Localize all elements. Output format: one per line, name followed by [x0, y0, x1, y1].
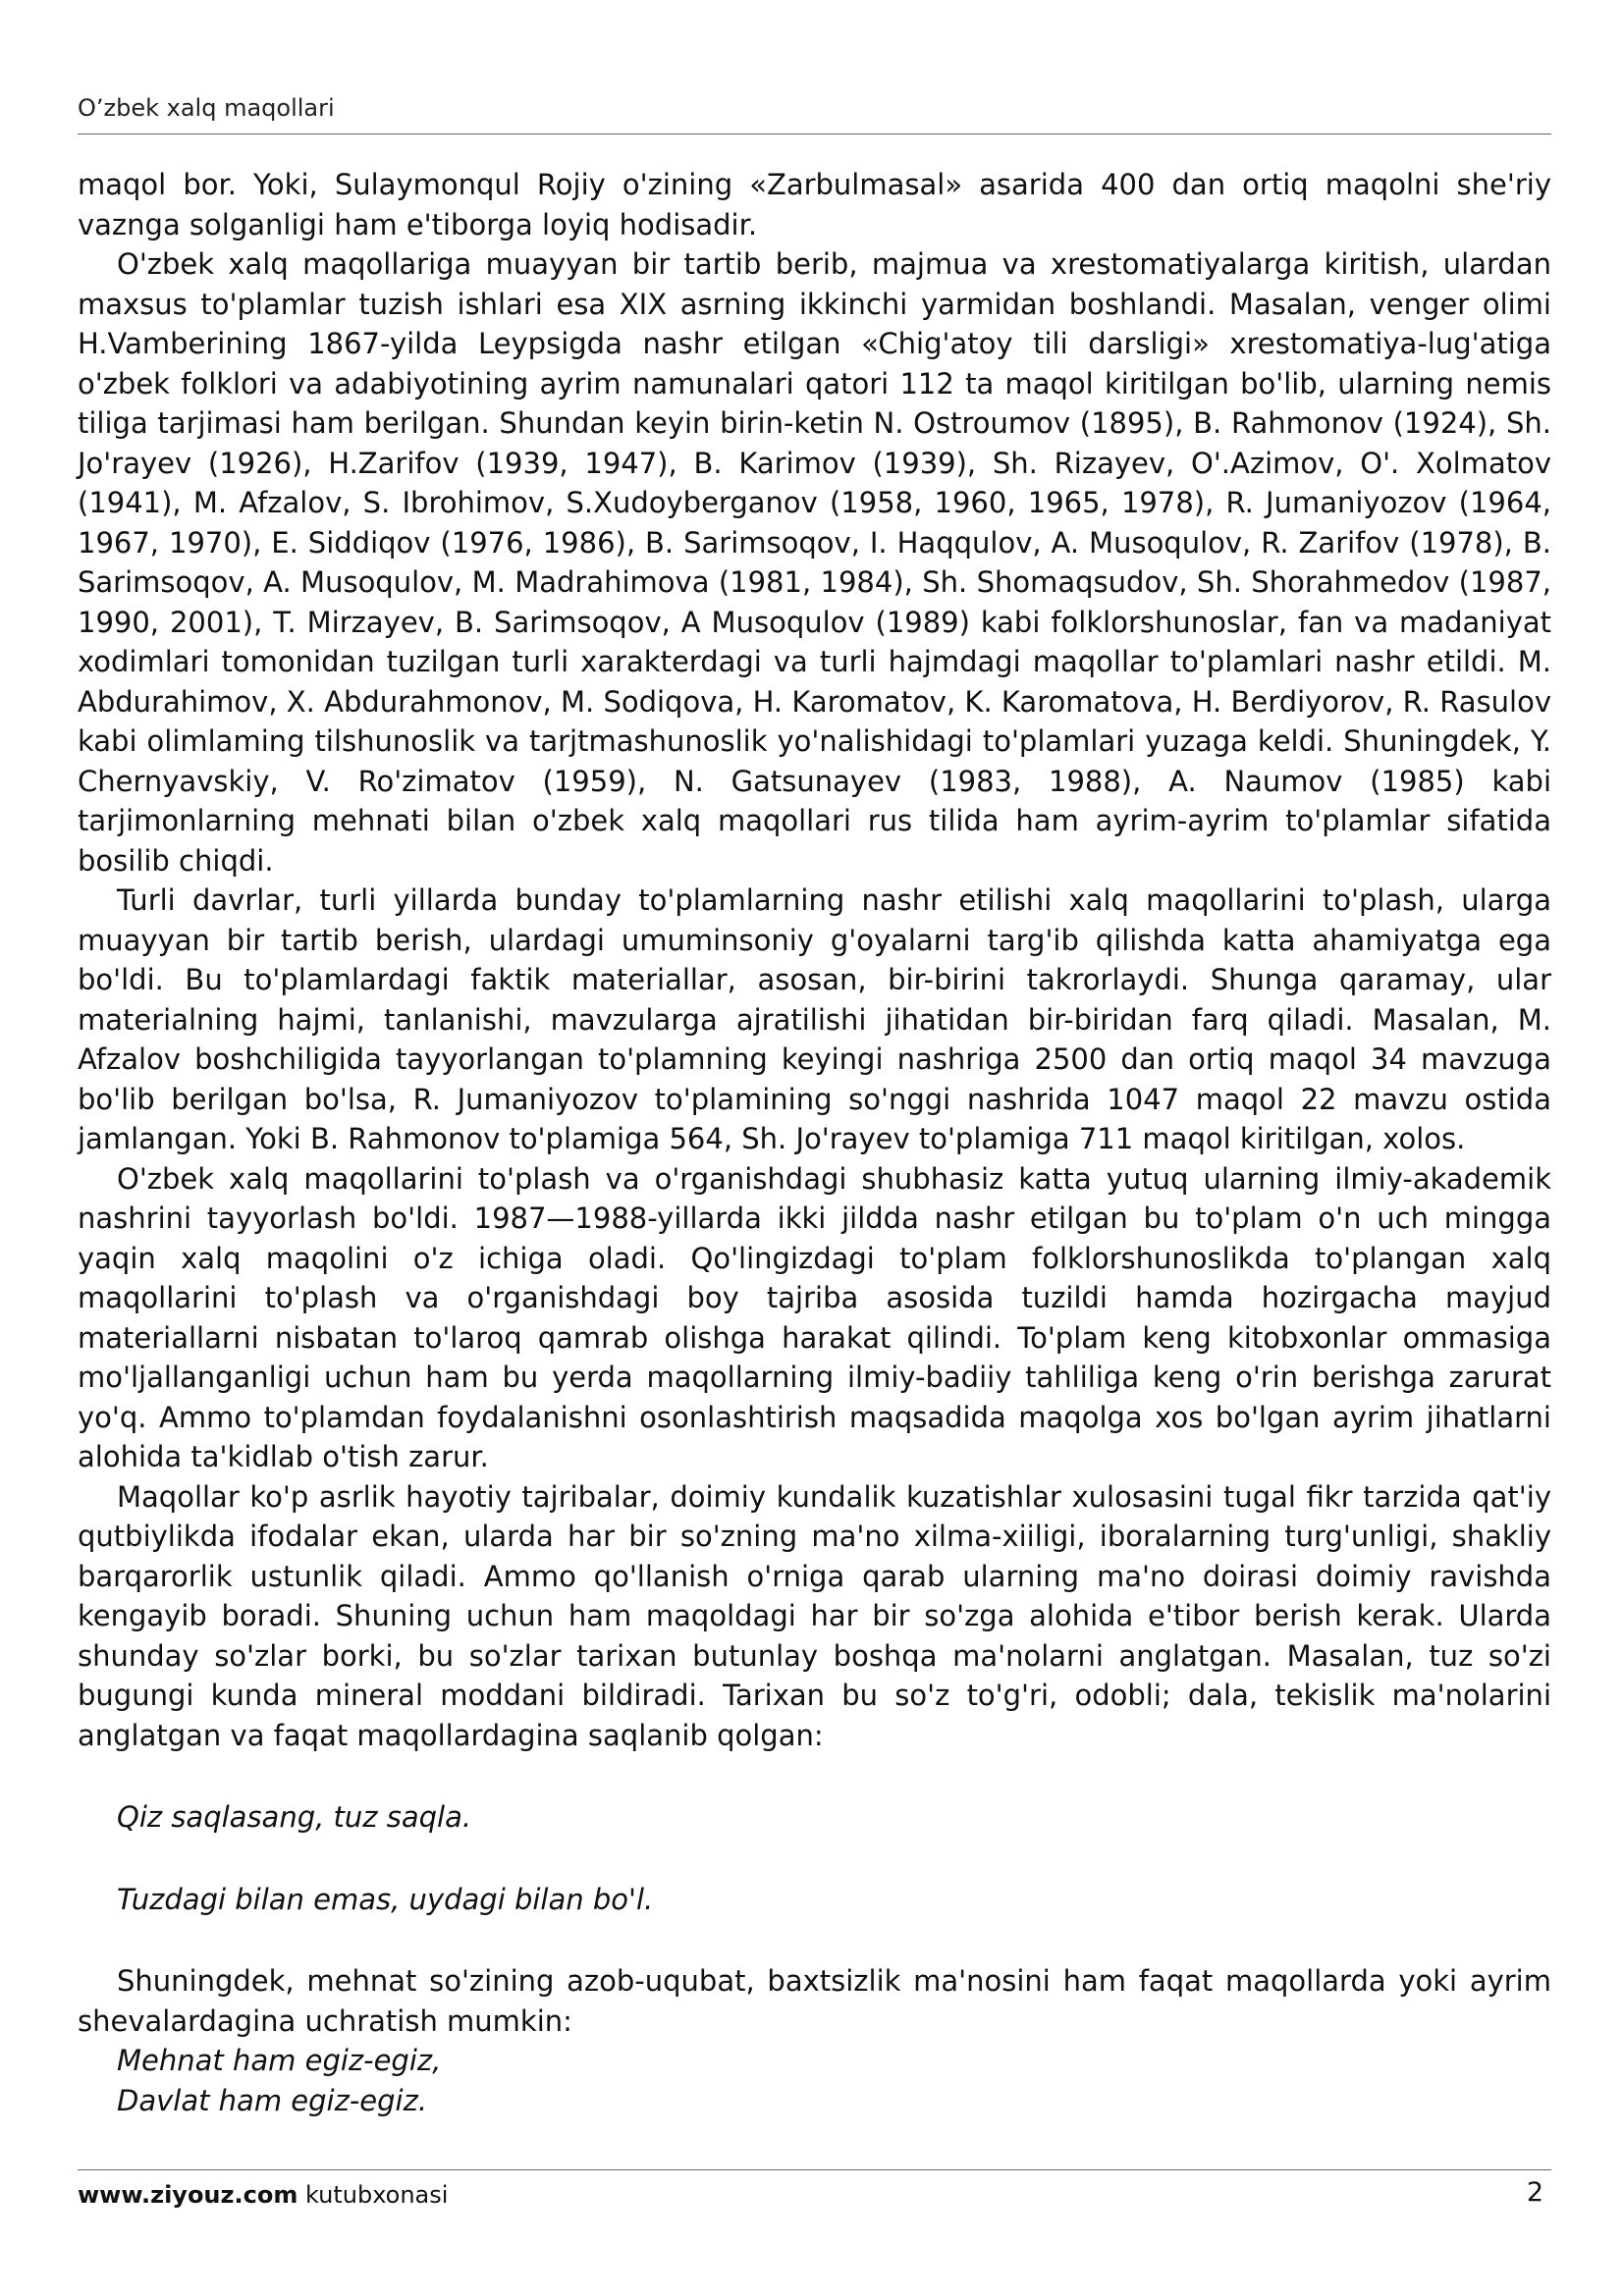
proverb-quote-3: Mehnat ham egiz-egiz,	[117, 2044, 442, 2077]
footer-divider	[78, 2169, 1551, 2170]
footer-label: kutubxonasi	[304, 2181, 449, 2209]
page-number: 2	[1526, 2177, 1543, 2208]
proverb-quote-1: Qiz saqlasang, tuz saqla.	[117, 1800, 472, 1834]
proverb-quote-2: Tuzdagi bilan emas, uydagi bilan bo'l.	[117, 1882, 654, 1916]
paragraph-2: O'zbek xalq maqollariga muayyan bir tartib berib, majmua va xrestomatiyalarga kiritish, ulardan maxsus to'plamlar tuzish ishlari esa XIX asrning ikkinchi yarmidan boshlandi. Masalan, venger olimi H.Vamberining 1867-yilda Leypsigda nashr etilgan «Chig'atoy tili darsligi» xrestomatiya-lug'atiga o'zbek folklori va adabiyotining ayrim namunalari qatori 112 ta maqol kiritilgan bo'lib, ularning nemis tiliga tarjimasi ham berilgan. Shundan keyin birin-ketin N. Ostroumov (1895), B. Rahmonov (1924), Sh. Jo'rayev (1926), H.Zarifov (1939, 1947), B. Karimov (1939), Sh. Rizayev, O'.Azimov, O'. Xolmatov (1941), M. Afzalov, S. Ibrohimov, S.Xudoyberganov (1958, 1960, 1965, 1978), R. Jumaniyozov (1964, 1967, 1970), E. Siddiqov (1976, 1986), B. Sarimsoqov, I. Haqqulov, A. Musoqulov, R. Zarifov (1978), B. Sarimsoqov, A. Musoqulov, M. Madrahimova (1981, 1984), Sh. Shomaqsudov, Sh. Shorahmedov (1987, 1990, 2001), T. Mirzayev, B. Sarimsoqov, A Musoqulov (1989) kabi folklorshunoslar, fan va madaniyat xodimlari tomonidan tuzilgan turli xarakterdagi va turli hajmdagi maqollar to'plamlari nashr etildi. M. Abdurahimov, X. Abdurahmonov, M. Sodiqova, H. Karomatov, K. Karomatova, H. Berdiyorov, R. Rasulov kabi olimlaming tilshunoslik va tarjtmashunoslik yo'nalishidagi to'plamlari yuzaga keldi. Shuningdek, Y. Chernyavskiy, V. Ro'zimatov (1959), N. Gatsunayev (1983, 1988), A. Naumov (1985) kabi tarjimonlarning mehnati bilan o'zbek xalq maqollari rus tilida ham ayrim-ayrim to'plamlar sifatida bosilib chiqdi.	[78, 247, 1551, 878]
proverb-quote-4: Davlat ham egiz-egiz.	[117, 2083, 428, 2117]
paragraph-3: Turli davrlar, turli yillarda bunday to'plamlarning nashr etilishi xalq maqollarini to'plash, ularga muayyan bir tartib berish, ulardagi umuminsoniy g'oyalarni targ'ib qilishda katta ahamiyatga ega bo'ldi. Bu to'plamlardagi faktik materiallar, asosan, bir-birini takrorlaydi. Shunga qaramay, ular materialning hajmi, tanlanishi, mavzularga ajratilishi jihatidan bir-biridan farq qiladi. Masalan, M. Afzalov boshchiligida tayyorlangan to'plamning keyingi nashriga 2500 dan ortiq maqol 34 mavzuga bo'lib berilgan bo'lsa, R. Jumaniyozov to'plamining so'nggi nashrida 1047 maqol 22 mavzu ostida jamlangan. Yoki B. Rahmonov to'plamiga 564, Sh. Jo'rayev to'plamiga 711 maqol kiritilgan, xolos.	[78, 883, 1551, 1155]
paragraph-1: maqol bor. Yoki, Sulaymonqul Rojiy o'zining «Zarbulmasal» asarida 400 dan ortiq maqolni she'riy vaznga solganligi ham e'tiborga loyiq hodisadir.	[78, 168, 1551, 241]
paragraph-4: O'zbek xalq maqollarini to'plash va o'rganishdagi shubhasiz katta yutuq ularning ilmiy-akademik nashrini tayyorlash bo'ldi. 1987—1988-yillarda ikki jildda nashr etilgan bu to'plam o'n uch mingga yaqin xalq maqolini o'z ichiga oladi. Qo'lingizdagi to'plam folklorshunoslikda to'plangan xalq maqollarini to'plash va o'rganishdagi boy tajriba asosida tuzildi hamda hozirgacha mayjud materiallarni nisbatan to'laroq qamrab olishga harakat qilindi. To'plam keng kitobxonlar ommasiga mo'ljallanganligi uchun ham bu yerda maqollarning ilmiy-badiiy tahliliga keng o'rin berishga zarurat yo'q. Ammo to'plamdan foydalanishni osonlashtirish maqsadida maqolga xos bo'lgan ayrim jihatlarni alohida ta'kidlab o'tish zarur.	[78, 1161, 1551, 1473]
page-footer	[78, 2177, 1551, 2209]
paragraph-5: Maqollar ko'p asrlik hayotiy tajribalar, doimiy kundalik kuzatishlar xulosasini tugal fikr tarzida qat'iy qutbiylikda ifodalar ekan, ularda har bir so'zning ma'no xilma-xiiligi, iboralarning turg'unligi, shakliy barqarorlik ustunlik qiladi. Ammo qo'llanish o'rniga qarab ularning ma'no doirasi doimiy ravishda kengayib boradi. Shuning uchun ham maqoldagi har bir so'zga alohida e'tibor berish kerak. Ularda shunday so'zlar borki, bu so'zlar tarixan butunlay boshqa ma'nolarni anglatgan. Masalan, tuz so'zi bugungi kunda mineral moddani bildiradi. Tarixan bu so'z to'g'ri, odobli; dala, tekislik ma'nolarini anglatgan va faqat maqollardagina saqlanib qolgan:	[78, 1479, 1551, 1752]
running-header: O’zbek xalq maqollari	[78, 94, 335, 122]
header-divider	[78, 133, 1551, 134]
paragraph-6: Shuningdek, mehnat so'zining azob-uqubat, baxtsizlik ma'nosini ham faqat maqollarda yoki ayrim shevalardagina uchratish mumkin:	[78, 1964, 1551, 2038]
footer-site-link[interactable]: www.ziyouz.com	[78, 2181, 298, 2209]
page-body	[78, 165, 1551, 2120]
